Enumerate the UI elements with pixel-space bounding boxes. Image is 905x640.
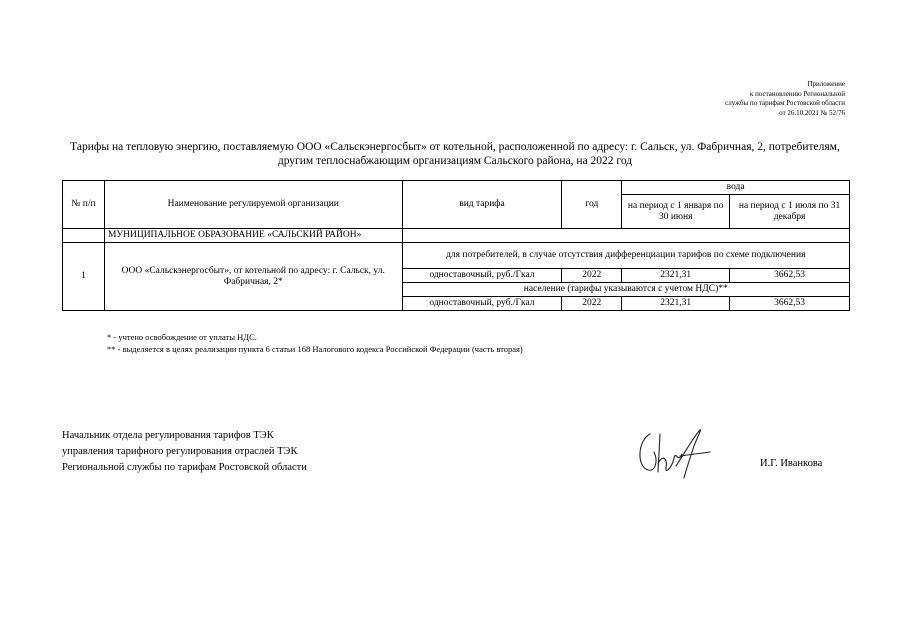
- appendix-line: к постановлению Региональной: [749, 89, 845, 98]
- tariffs-table: [62, 180, 850, 311]
- header-org: Наименование регулируемой организации: [104, 181, 402, 229]
- tariff-type-cell: одноставочный, руб./Гкал: [402, 269, 562, 283]
- appendix-line: Приложение: [807, 80, 845, 88]
- municipality-blank: [402, 229, 849, 243]
- footnotes: [107, 331, 523, 355]
- year-cell: 2022: [562, 269, 622, 283]
- appendix-header: [725, 80, 845, 118]
- tariff-type-cell: одноставочный, руб./Гкал: [402, 297, 562, 311]
- municipality-cell: МУНИЦИПАЛЬНОЕ ОБРАЗОВАНИЕ «САЛЬСКИЙ РАЙОН»: [104, 229, 402, 243]
- header-water: вода: [622, 181, 850, 195]
- position-line-3: Региональной службы по тарифам Ростовской области: [62, 462, 307, 473]
- value-period-1: 2321,31: [622, 297, 730, 311]
- handwritten-signature: [632, 424, 722, 484]
- organization-name: ООО «Сальскэнергосбыт», от котельной по адресу: г. Сальск, ул. Фабричная, 2*: [104, 243, 402, 311]
- title-line-1: Тарифы на тепловую энергию, поставляемую ООО «Сальскэнергосбыт» от котельной, расположенной по адресу: г. Сальск, ул. Фабричная, 2, потребителям,: [70, 141, 840, 153]
- position-line-2: управления тарифного регулирования отраслей ТЭК: [62, 446, 298, 457]
- year-cell: 2022: [562, 297, 622, 311]
- header-year: год: [562, 181, 622, 229]
- header-period-2: на период с 1 июля по 31 декабря: [730, 195, 850, 229]
- title-line-2: другим теплоснабжающим организациям Сальского района, на 2022 год: [277, 155, 633, 167]
- signatory-position: [62, 428, 307, 476]
- header-tariff-type: вид тарифа: [402, 181, 562, 229]
- footnote-1: * - учтено освобождение от уплаты НДС.: [107, 332, 257, 342]
- row-number: 1: [63, 243, 105, 311]
- section-label: население (тарифы указываются с учетом НДС)**: [402, 283, 849, 297]
- footnote-2: ** - выделяется в целях реализации пункта 6 статьи 168 Налогового кодекса Российской Федерации (часть вторая): [107, 344, 523, 354]
- position-line-1: Начальник отдела регулирования тарифов ТЭК: [62, 430, 274, 441]
- header-period-1: на период с 1 января по 30 июня: [622, 195, 730, 229]
- municipality-empty-cell: [63, 229, 105, 243]
- section-label: для потребителей, в случае отсутствия дифференциации тарифов по схеме подключения: [402, 243, 849, 269]
- value-period-2: 3662,53: [730, 297, 850, 311]
- appendix-line: службы по тарифам Ростовской области: [725, 99, 845, 107]
- value-period-1: 2321,31: [622, 269, 730, 283]
- value-period-2: 3662,53: [730, 269, 850, 283]
- header-num: № п/п: [63, 181, 105, 229]
- appendix-line: от 26.10.2021 № 52/76: [779, 108, 845, 117]
- document-title: [40, 140, 870, 168]
- signatory-name: И.Г. Иванкова: [760, 458, 823, 469]
